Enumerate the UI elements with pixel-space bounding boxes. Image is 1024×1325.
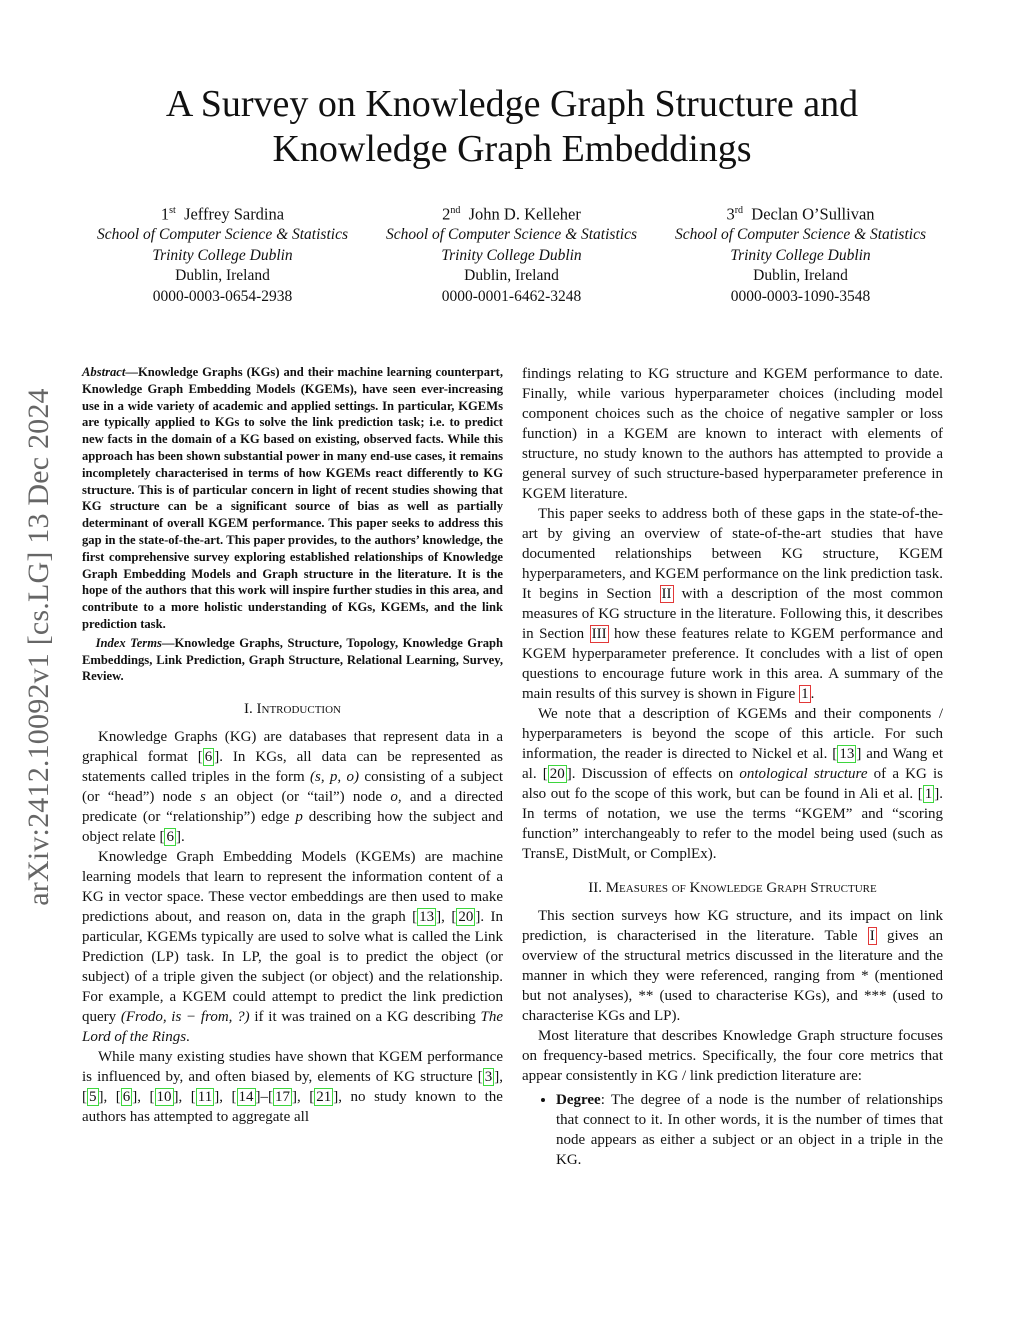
author-dept: School of Computer Science & Statistics xyxy=(97,226,348,243)
section-ref-link[interactable]: II xyxy=(661,586,672,602)
intro-paragraph-2: Knowledge Graph Embedding Models (KGEMs) are machine learning models that learn to represent the information content of a KG in vector space. These vector embeddings are then used to make predictions about, and reason on, data in the graph [ 13 ], [ 20 ]. In particular, KGEMs typically are used to solve what is called the Link Prediction (LP) task. In LP, the goal is to predict the object (or subject) of a triple given the subject (or object) and the relationship. For example, a KGEM could attempt to predict the link prediction query (Frodo, is − from, ?) if it was trained on a KG describing The Lord of the Rings. xyxy=(82,849,504,1046)
arxiv-identifier-text: arXiv:2412.10092v1 [cs.LG] 13 Dec 2024 xyxy=(22,388,55,906)
citation-link[interactable]: 17 xyxy=(275,1089,291,1106)
citation-link[interactable]: 20 xyxy=(549,766,565,782)
author-block xyxy=(78,201,946,307)
author-2 xyxy=(367,201,656,307)
author-dept: School of Computer Science & Statistics xyxy=(386,226,637,243)
left-column xyxy=(82,364,503,1127)
author-location: Dublin, Ireland xyxy=(175,267,270,284)
citation-link[interactable]: 13 xyxy=(419,909,435,926)
author-institution: Trinity College Dublin xyxy=(441,246,582,264)
abstract xyxy=(82,364,503,633)
author-name: 3rd Declan O’Sullivan xyxy=(726,204,875,224)
citation-link[interactable]: 1 xyxy=(924,786,933,802)
abstract-text: —Knowledge Graphs (KGs) and their machine learning counterpart, Knowledge Graph Embedding Models (KGEMs), have seen ever-increasing use in a wide variety of academic and applied settings. In particular, KGEMs are typically applied to KGs to solve the link prediction task; i.e. to predict new facts in the domain of a KG based on existing, observed facts. While this approach has been shown substantial power in many end-use cases, it remains incompletely characterised in terms of how KGEMs react differently to KG structure. This is of particular concern in light of recent studies showing that KG structure can be a significant source of bias as well as partially determinant of overall KGEM performance. This paper seeks to address this gap in the state-of-the-art. This paper provides, to the authors’ knowledge, the first comprehensive survey exploring established relationships of Knowledge Graph Embedding Models and Graph structure in the literature. It is the hope of the authors that this work will inspire further studies in this area, and contribute to a more holistic understanding of KGs, KGEMs, and the link prediction task. xyxy=(82,365,503,631)
author-dept: School of Computer Science & Statistics xyxy=(675,226,926,243)
citation-link[interactable]: 5 xyxy=(89,1089,97,1106)
author-orcid: 0000-0001-6462-3248 xyxy=(441,287,582,305)
intro-paragraph-3-continued: findings relating to KG structure and KGEM performance to date. Finally, while various hyperparameter choices (including model component choices such as the choice of negative sampler or loss function) in a KGEM are known to interact with elements of structure, no study known to the authors has attempted to provide a general survey of such structure-based hyperparameter preference in KGEM literature. xyxy=(522,366,943,502)
author-3 xyxy=(656,201,945,307)
citation-link[interactable]: 13 xyxy=(839,746,855,762)
citation-link[interactable]: 14 xyxy=(238,1089,254,1106)
title-line-2: Knowledge Graph Embeddings xyxy=(272,128,752,170)
right-column xyxy=(522,364,943,1170)
arxiv-identifier xyxy=(17,352,61,942)
author-name: 2nd John D. Kelleher xyxy=(442,204,581,224)
table-ref-link[interactable]: I xyxy=(869,928,875,944)
section-heading-introduction: I. Introduction xyxy=(244,701,341,718)
metrics-list xyxy=(522,1090,943,1170)
citation-link[interactable]: 6 xyxy=(204,749,213,766)
citation-link[interactable]: 10 xyxy=(156,1089,172,1106)
citation-link[interactable]: 20 xyxy=(458,909,474,926)
citation-link[interactable]: 3 xyxy=(484,1069,493,1086)
index-terms-label: Index Terms xyxy=(95,635,162,650)
intro-paragraph-1: Knowledge Graphs (KG) are databases that represent data in a graphical format [ 6 ]. In KGs, all data can be represented as statements called triples in the form (s, p, o) consisting of a subject (or “head”) node s an object (or “tail”) node o, and a directed predicate (or “relationship”) edge p describing how the subject and object relate [ 6 ]. xyxy=(82,729,504,846)
author-location: Dublin, Ireland xyxy=(753,267,848,284)
paper-title xyxy=(0,82,1024,172)
list-item: • Degree: The degree of a node is the number of relationships that connect to it. In other words, it is the number of times that node appears as either a subject or an object in a triple in the KG. xyxy=(556,1090,943,1170)
measures-paragraph-1: This section surveys how KG structure, and its impact on link prediction, is characterised in the literature. Table I gives an overview of the structural metrics discussed in the literature and the manner in which they were referenced, ranging from * (mentioned but not analyses), ** (used to characterise KGs), and *** (used to characterise KGs and LP). xyxy=(522,908,943,1024)
measures-paragraph-2: Most literature that describes Knowledge Graph structure focuses on frequency-based metrics. Specifically, the four core metrics that appear consistently in KG / link prediction literature are: xyxy=(522,1028,943,1084)
author-location: Dublin, Ireland xyxy=(464,267,559,284)
author-name: 1st Jeffrey Sardina xyxy=(160,204,285,224)
author-institution: Trinity College Dublin xyxy=(730,246,871,264)
index-terms-text: —Knowledge Graphs, Structure, Topology, Knowledge Graph Embeddings, Link Prediction, Graph Structure, Relational Learning, Survey, Review. xyxy=(82,635,503,684)
abstract-label: Abstract xyxy=(82,365,126,379)
title-line-1: A Survey on Knowledge Graph Structure and xyxy=(165,83,859,125)
citation-link[interactable]: 11 xyxy=(197,1089,213,1106)
author-orcid: 0000-0003-0654-2938 xyxy=(152,287,293,305)
author-1 xyxy=(78,201,367,307)
intro-paragraph-5: We note that a description of KGEMs and their components / hyperparameters is beyond the scope of this article. For such information, the reader is directed to Nickel et al. [ 13 ] and Wang et al. [ 20 ]. Discussion of effects on ontological structure of a KG is also out fo the scope of this work, but can be found in Ali et al. [ 1 ]. In terms of notation, we use the terms “KGEM” and “scoring function” interchangeably to refer to the model being used (such as TransE, DistMult, or ComplEx). xyxy=(522,706,944,862)
intro-paragraph-3: While many existing studies have shown that KGEM performance is influenced by, and often biased by, elements of KG structure [ 3 ], [ 5 ], [ 6 ], [ 10 ], [ 11 ], [ 14 ]–[ 17 ], [ 21 ], no study known to the authors has attempted to aggregate all xyxy=(82,1049,503,1126)
citation-link[interactable]: 21 xyxy=(316,1089,332,1106)
citation-link[interactable]: 6 xyxy=(122,1089,131,1106)
section-heading-measures: II. Measures of Knowledge Graph Structure xyxy=(588,880,877,896)
author-orcid: 0000-0003-1090-3548 xyxy=(730,287,871,305)
citation-link[interactable]: 6 xyxy=(166,829,174,846)
index-terms xyxy=(82,635,503,685)
intro-paragraph-4: This paper seeks to address both of these gaps in the state-of-the-art by giving an overview of state-of-the-art studies that have documented relationships between KG structure, KGEM hyperparameters, and KGEM performance on the link prediction task. It begins in Section II with a description of the most common measures of KG structure in the literature. Following this, it describes in Section III how these features relate to KGEM performance and KGEM hyperparameter preference. It concludes with a list of open questions to encourage future work in this area. A summary of the main results of this survey is shown in Figure 1 . xyxy=(522,506,943,702)
section-ref-link[interactable]: III xyxy=(591,626,607,642)
figure-ref-link[interactable]: 1 xyxy=(801,686,809,702)
author-institution: Trinity College Dublin xyxy=(152,246,293,264)
